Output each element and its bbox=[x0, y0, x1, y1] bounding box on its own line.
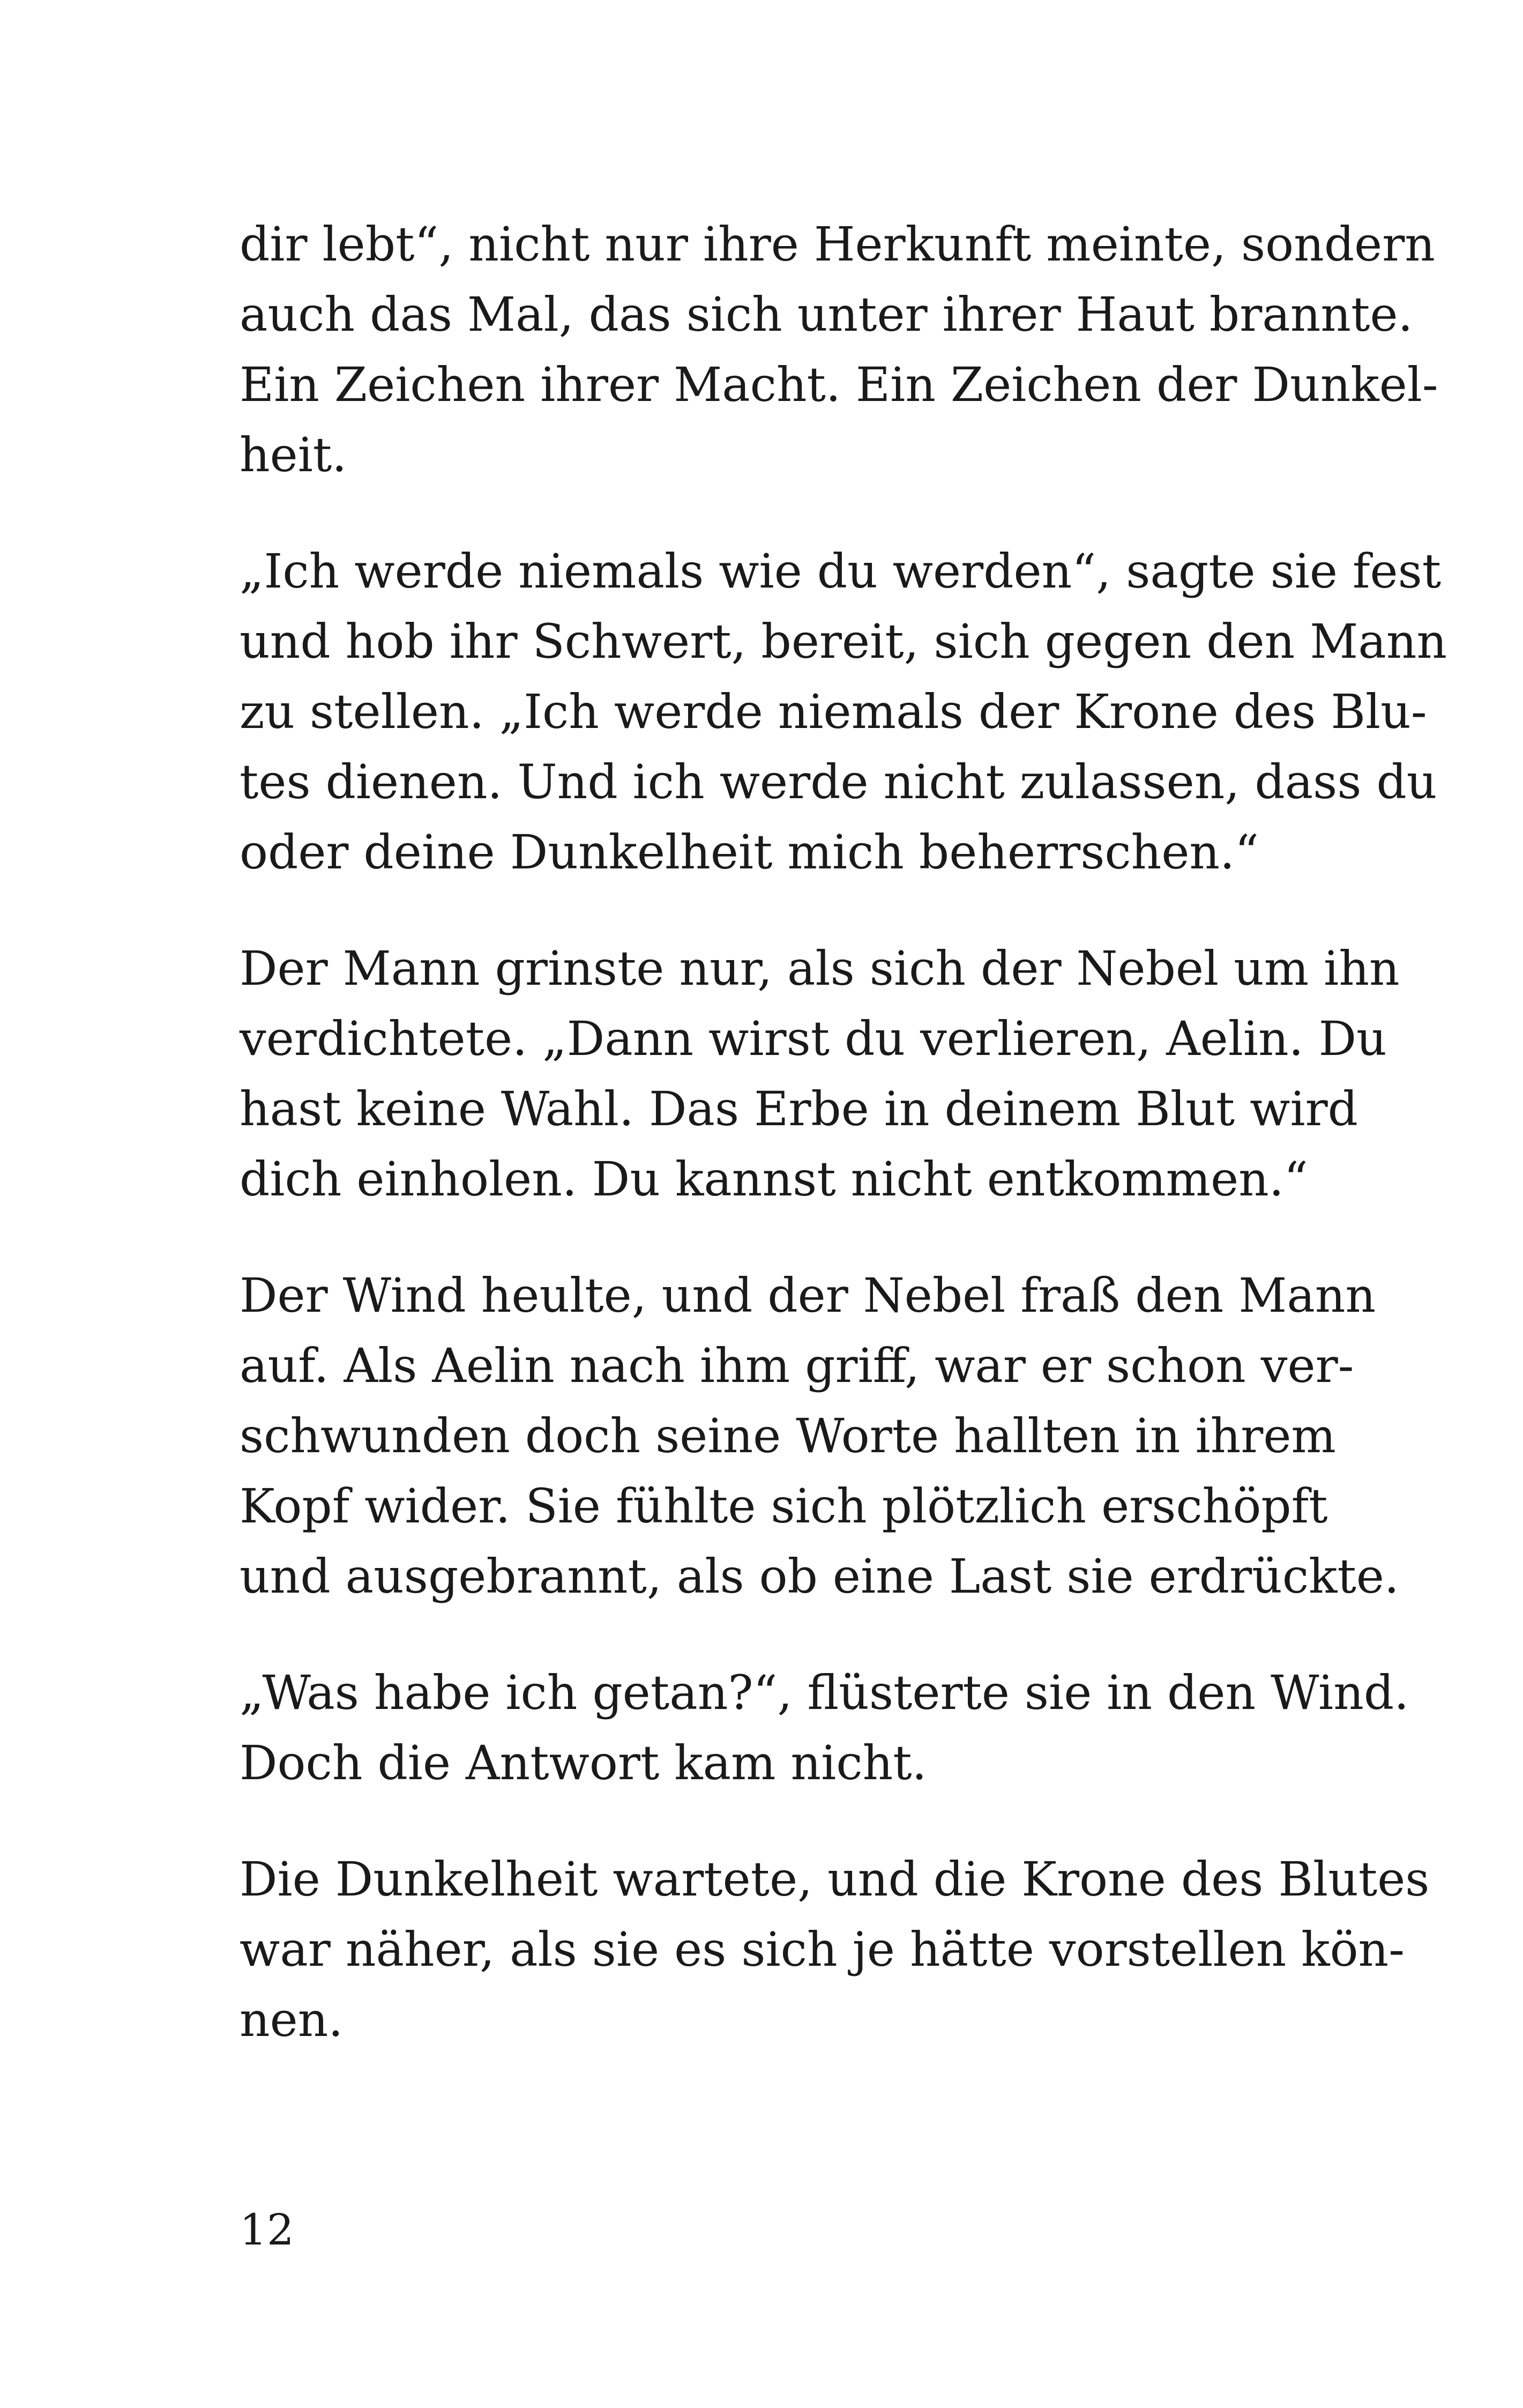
text-line: schwunden doch seine Worte hallten in ihrem bbox=[240, 1408, 1336, 1463]
text-line: war näher, als sie es sich je hätte vorstellen kön- bbox=[240, 1922, 1405, 1977]
text-line: Die Dunkelheit wartete, und die Krone des Blutes bbox=[240, 1852, 1430, 1907]
text-line: auf. Als Aelin nach ihm griff, war er schon ver- bbox=[240, 1338, 1354, 1393]
body-text bbox=[240, 209, 1447, 2101]
text-line: verdichtete. „Dann wirst du verlieren, Aelin. Du bbox=[240, 1011, 1387, 1066]
page-number: 12 bbox=[240, 2205, 294, 2255]
paragraph bbox=[240, 536, 1447, 887]
text-line: dich einholen. Du kannst nicht entkommen.“ bbox=[240, 1151, 1308, 1207]
text-line: Der Mann grinste nur, als sich der Nebel um ihn bbox=[240, 941, 1400, 996]
text-line: hast keine Wahl. Das Erbe in deinem Blut wird bbox=[240, 1081, 1358, 1136]
text-line: und ausgebrannt, als ob eine Last sie erdrückte. bbox=[240, 1549, 1399, 1604]
paragraph bbox=[240, 1260, 1399, 1611]
paragraph bbox=[240, 933, 1400, 1214]
paragraph bbox=[240, 1658, 1409, 1798]
text-line: heit. bbox=[240, 427, 347, 482]
text-line: Ein Zeichen ihrer Macht. Ein Zeichen der Dunkel- bbox=[240, 357, 1438, 412]
paragraph bbox=[240, 1844, 1430, 2055]
text-line: nen. bbox=[240, 1992, 344, 2047]
text-line: „Ich werde niemals wie du werden“, sagte sie fest bbox=[240, 544, 1442, 599]
text-line: Der Wind heulte, und der Nebel fraß den Mann bbox=[240, 1268, 1376, 1323]
text-line: „Was habe ich getan?“, flüsterte sie in den Wind. bbox=[240, 1665, 1409, 1720]
text-line: dir lebt“, nicht nur ihre Herkunft meinte, sondern bbox=[240, 217, 1435, 272]
text-line: Doch die Antwort kam nicht. bbox=[240, 1735, 927, 1790]
text-line: tes dienen. Und ich werde nicht zulassen, dass du bbox=[240, 754, 1437, 809]
text-line: und hob ihr Schwert, bereit, sich gegen den Mann bbox=[240, 614, 1447, 669]
text-line: Kopf wider. Sie fühlte sich plötzlich erschöpft bbox=[240, 1478, 1328, 1534]
paragraph bbox=[240, 209, 1438, 490]
text-line: oder deine Dunkelheit mich beherrschen.“ bbox=[240, 824, 1259, 880]
text-line: zu stellen. „Ich werde niemals der Krone des Blu- bbox=[240, 684, 1427, 739]
text-line: auch das Mal, das sich unter ihrer Haut brannte. bbox=[240, 287, 1413, 342]
